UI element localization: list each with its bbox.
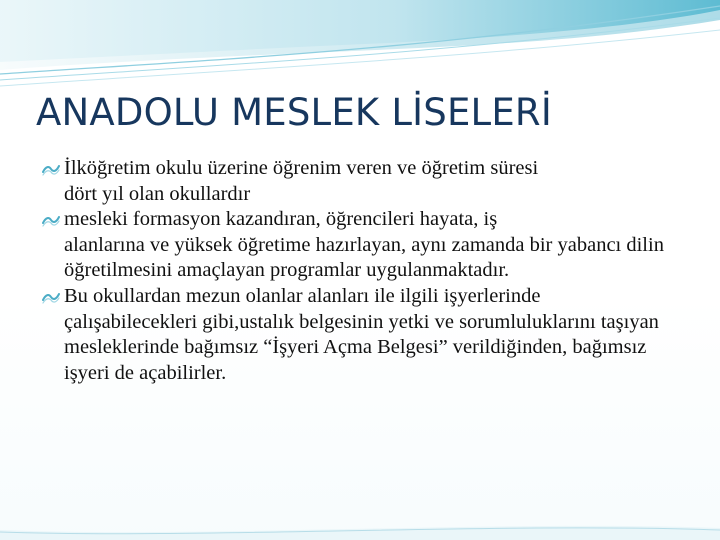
- bullet-text-first-line: Bu okullardan mezun olanlar alanları ile ilgili işyerlerinde: [64, 284, 541, 307]
- bullet-text-continuation: dört yıl olan okullardır: [64, 182, 251, 205]
- bullet-item: [42, 207, 692, 284]
- wave-bullet-icon: [42, 290, 60, 304]
- slide-title: ANADOLU MESLEK LİSELERİ: [36, 91, 552, 134]
- bullet-item: [42, 156, 692, 207]
- header-wave-decoration: [0, 0, 720, 95]
- bullet-text-first-line: İlköğretim okulu üzerine öğrenim veren ve öğretim süresi: [64, 157, 539, 179]
- bullet-item: [42, 284, 692, 386]
- bullet-text-continuation: çalışabilecekleri gibi,ustalık belgesinin yetki ve sorumluluklarını taşıyan mesleklerinde bağımsız “İşyeri Açma Belgesi” verildiğinden, bağımsız işyeri de açabilirler.: [64, 310, 659, 384]
- bullet-list: [42, 156, 692, 386]
- wave-bullet-icon: [42, 162, 60, 176]
- wave-bullet-icon: [42, 213, 60, 227]
- bullet-text-continuation: alanlarına ve yüksek öğretime hazırlayan, aynı zamanda bir yabancı dilin öğretilmesini amaçlayan programlar uygulanmaktadır.: [64, 233, 664, 282]
- bullet-text-first-line: mesleki formasyon kazandıran, öğrencileri hayata, iş: [64, 208, 498, 231]
- footer-wave-decoration: [0, 516, 720, 540]
